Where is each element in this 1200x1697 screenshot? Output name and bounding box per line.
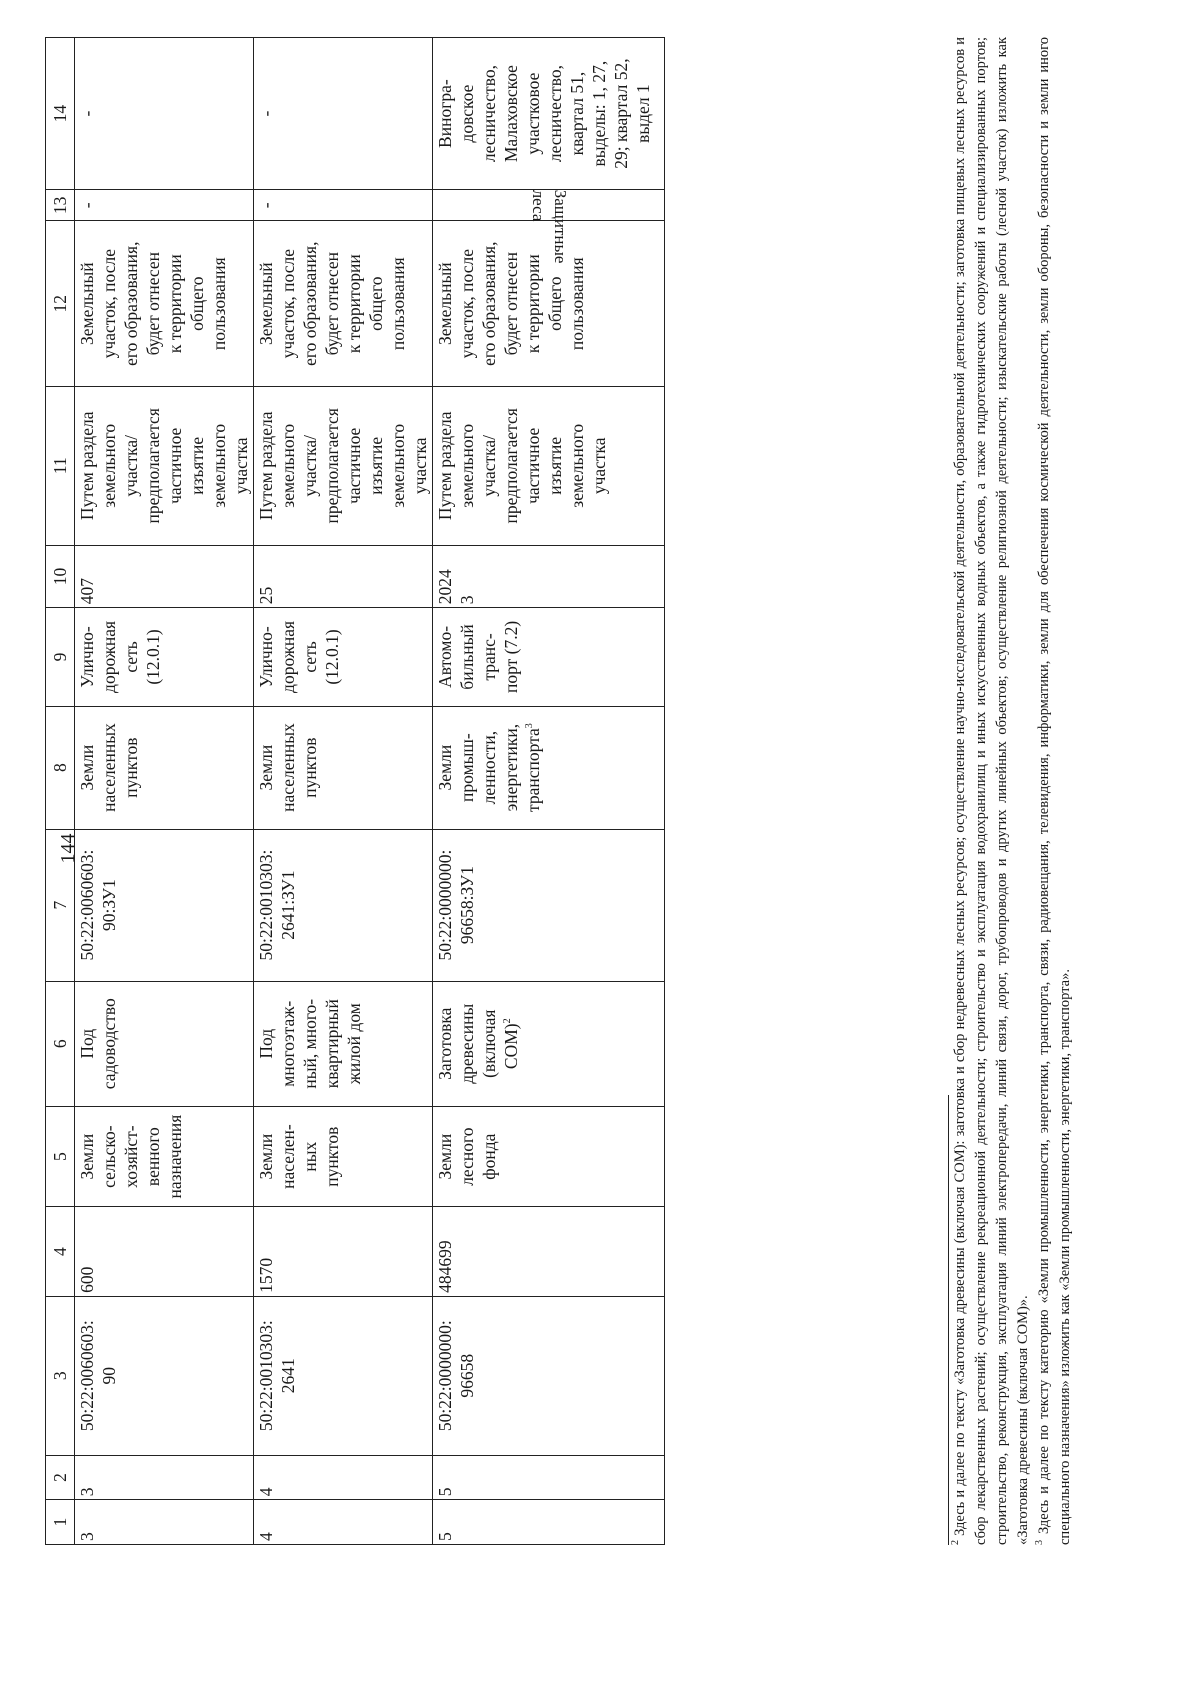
cell-new-permitted-use: Улично- дорожная сеть (12.0.1) [75, 608, 254, 706]
footnotes [950, 37, 1076, 1545]
cell-forest-location: - [254, 38, 433, 190]
cell-number: 5 [433, 1455, 665, 1500]
header-cell: 8 [46, 706, 75, 829]
cell-forest-location: Виногра- довское лесничество, Малаховское участковое лесничество, квартал 51, выделы: 1, 27, 29; квартал 52, выдел 1 [433, 38, 665, 190]
cell-new-cadastral-number: 50:22:0010303: 2641:ЗУ1 [254, 829, 433, 981]
cell-forest-type: - [254, 190, 433, 221]
header-cell: 4 [46, 1207, 75, 1296]
header-cell: 11 [46, 386, 75, 545]
cell-number: 3 [75, 1455, 254, 1500]
header-cell: 12 [46, 221, 75, 386]
header-cell: 9 [46, 608, 75, 706]
cell-new-permitted-use: Автомо- бильный транс- порт (7.2) [433, 608, 665, 706]
cell-forest-location: - [75, 38, 254, 190]
page-number: 144 [57, 833, 79, 864]
footnote-text: Здесь и далее по тексту категорию «Земли промышленности, энергетики, транспорта, связи, радиовещания, телевидения, информатики, земли для обеспечения космической деятельности, земли обороны, безопасности и земли иного специального назначения» изложить как «Земли промышленности, энергетики, транспорта». [1036, 36, 1073, 1545]
cell-new-land-category: Земли населенных пунктов [254, 706, 433, 829]
header-cell: 10 [46, 545, 75, 608]
header-cell: 13 [46, 190, 75, 221]
cell-note: Земельный участок, после его образования, будет отнесен к территории общего пользования [75, 221, 254, 386]
cell-number: 4 [254, 1455, 433, 1500]
cell-new-cadastral-number: 50:22:0060603: 90:ЗУ1 [75, 829, 254, 981]
cell-cadastral-number: 50:22:0010303: 2641 [254, 1296, 433, 1455]
cell-new-area: 407 [75, 545, 254, 608]
footnote-ref-3: 3 [524, 723, 536, 729]
cell-new-land-category: Земли населенных пунктов [75, 706, 254, 829]
new-land-category-text: Земли промыш- ленности, энергетики, транспорта [435, 723, 543, 812]
cell-cadastral-number: 50:22:0060603: 90 [75, 1296, 254, 1455]
cell-land-category: Земли сельско- хозяйст- венного назначения [75, 1106, 254, 1207]
footnote-ref-2: 2 [502, 1018, 514, 1024]
land-plots-table [45, 37, 665, 1545]
footnote-text: Здесь и далее по тексту «Заготовка древесины (включая СОМ): заготовка и сбор недревесных лесных ресурсов; осуществление научно-исследовательской деятельности, образовательной деятельности; заготовка пищевых лесных ресурсов и сбор лекарственных растений; осуществление рекреационной деятельности; строительство и эксплуатация водохранилищ и иных искусственных водных объектов, а также гидротехнических сооружений и специализированных портов; строительство, реконструкция, эксплуатация линий электропередачи, линий связи, дорог, трубопроводов и других линейных объектов; осуществление религиозной деятельности; изыскательские работы (лесной участок) изложить как «Заготовка древесины (включая СОМ)». [952, 37, 1031, 1545]
cell-new-area: 2024 3 [433, 545, 665, 608]
cell-formation-method: Путем раздела земельного участка/ предполагается частичное изъятие земельного участка [433, 386, 665, 545]
header-cell: 2 [46, 1455, 75, 1500]
header-cell: 3 [46, 1296, 75, 1455]
cell-cadastral-number: 50:22:0000000: 96658 [433, 1296, 665, 1455]
cell-area: 484699 [433, 1207, 665, 1296]
cell-permitted-use [433, 981, 665, 1106]
cell-new-land-category [433, 706, 665, 829]
table-row [254, 38, 433, 1545]
cell-new-cadastral-number: 50:22:0000000: 96658:ЗУ1 [433, 829, 665, 981]
cell-permitted-use: Под многоэтаж- ный, много- квартирный жилой дом [254, 981, 433, 1106]
cell-forest-type [433, 190, 665, 264]
cell-row-number: 3 [75, 1500, 254, 1545]
table-row [433, 38, 665, 1545]
cell-formation-method: Путем раздела земельного участка/ предполагается частичное изъятие земельного участка [75, 386, 254, 545]
header-cell: 7 [46, 829, 75, 981]
permitted-use-text: Заготовка древесины (включая СОМ) [435, 1003, 521, 1084]
header-cell: 1 [46, 1500, 75, 1545]
footnote-mark: 2 [950, 1540, 962, 1545]
cell-row-number: 5 [433, 1500, 665, 1545]
cell-row-number: 4 [254, 1500, 433, 1545]
cell-permitted-use: Под садоводство [75, 981, 254, 1106]
cell-note: Земельный участок, после его образования, будет отнесен к территории общего пользования [433, 221, 665, 386]
footnote-divider [948, 1095, 949, 1545]
cell-land-category: Земли населен- ных пунктов [254, 1106, 433, 1207]
cell-new-permitted-use: Улично- дорожная сеть (12.0.1) [254, 608, 433, 706]
footnote-2 [950, 37, 1034, 1545]
header-cell: 14 [46, 38, 75, 190]
protective-forest-label: Защитные леса [528, 190, 570, 264]
cell-new-area: 25 [254, 545, 433, 608]
footnote-3 [1034, 37, 1076, 1545]
cell-note: Земельный участок, после его образования, будет отнесен к территории общего пользования [254, 221, 433, 386]
header-row [46, 38, 75, 1545]
cell-formation-method: Путем раздела земельного участка/ предполагается частичное изъятие земельного участка [254, 386, 433, 545]
cell-forest-type: - [75, 190, 254, 221]
header-cell: 6 [46, 981, 75, 1106]
cell-area: 1570 [254, 1207, 433, 1296]
cell-land-category: Земли лесного фонда [433, 1106, 665, 1207]
footnote-mark: 3 [1034, 1540, 1046, 1545]
header-cell: 5 [46, 1106, 75, 1207]
cell-area: 600 [75, 1207, 254, 1296]
table-row [75, 38, 254, 1545]
